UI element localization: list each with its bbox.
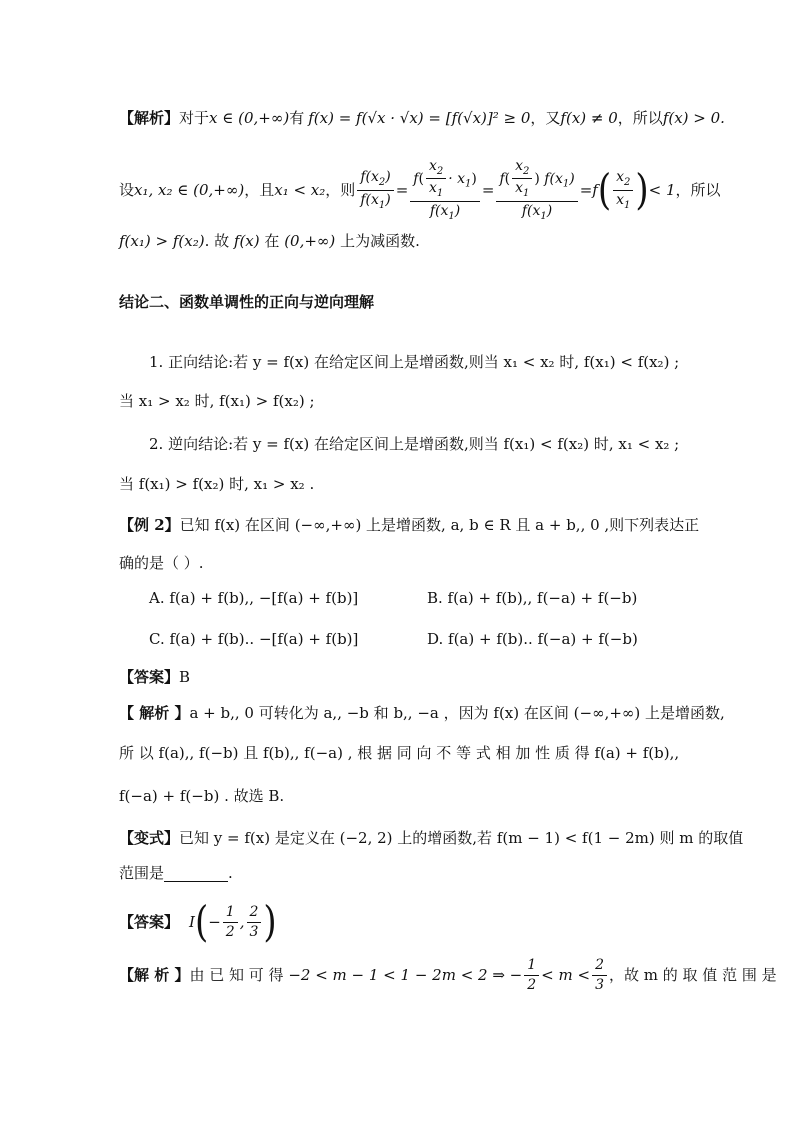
answer-2: 【答案】 I ( − $\frac{1}{2}$ , $\frac{2}{3}$ ) xyxy=(119,897,277,947)
math-fn: f(x) xyxy=(233,232,260,250)
example-2-line-2: 确的是（ ）. xyxy=(119,554,204,572)
text: ，则 xyxy=(325,181,356,199)
conclusion-2-line-2: 当 f(x₁) > f(x₂) 时, x₁ > x₂ . xyxy=(119,475,315,493)
fraction-upper: $\frac{2}{3}$ xyxy=(247,904,262,939)
variant-line-2: 范围是 . xyxy=(119,861,233,885)
answer-blank xyxy=(164,865,228,882)
conclusion-2-line-1: 2. 逆向结论:若 y = f(x) 在给定区间上是增函数,则当 f(x₁) < f(x₂) 时, x₁ < x₂ ; xyxy=(149,435,680,453)
math-interval: (0,+∞) xyxy=(284,232,336,250)
text: . 故 xyxy=(204,232,230,250)
answer-1 xyxy=(119,665,190,689)
solution-tag: 【 解析 】 xyxy=(119,704,190,722)
math-tail: < 1 xyxy=(648,181,676,199)
fraction-lower: $\frac{1}{2}$ xyxy=(223,904,238,939)
text: 上为减函数. xyxy=(340,232,420,250)
math-domain: x₁, x₂ ∈ (0,+∞) xyxy=(134,181,245,199)
math-ineq: x₁ < x₂ xyxy=(274,181,326,199)
text: ，又 xyxy=(530,109,561,127)
section-heading: 结论二、函数单调性的正向与逆向理解 xyxy=(119,293,375,311)
answer-tag: 【答案】 xyxy=(119,913,180,931)
conclusion-1-line-2: 当 x₁ > x₂ 时, f(x₁) > f(x₂) ; xyxy=(119,392,315,410)
analysis-tag: 【解析】 xyxy=(119,109,180,127)
variant-tag: 【变式】 xyxy=(119,829,180,847)
conclusion-1-line-1: 1. 正向结论:若 y = f(x) 在给定区间上是增函数,则当 x₁ < x₂ 时, f(x₁) < f(x₂) ; xyxy=(149,353,680,371)
option-d: D. f(a) + f(b).. f(−a) + f(−b) xyxy=(427,630,638,648)
variant-line-1 xyxy=(119,826,743,850)
solution-1-line-2: 所 以 f(a),, f(−b) 且 f(b),, f(−a) , 根 据 同 向 不 等 式 相 加 性 质 得 f(a) + f(b),, xyxy=(119,744,680,762)
text: 在 xyxy=(264,232,280,250)
text: 有 xyxy=(289,109,305,127)
fraction-substitution: f( $\frac{x_2}{x_1}$ · $x_1$) $f(x_1)$ xyxy=(410,158,480,222)
interval-symbol: I xyxy=(189,913,195,931)
variant-text: 范围是 xyxy=(119,864,165,882)
text: ，所以 xyxy=(617,109,663,127)
solution-text: a + b,, 0 可转化为 a,, −b 和 b,, −a ，因为 f(x) 在区间 (−∞,+∞) 上是增函数, xyxy=(189,704,725,722)
fraction-half: $\frac{1}{2}$ xyxy=(524,957,539,992)
text: 对于 xyxy=(179,109,210,127)
text: ，所以 xyxy=(675,181,721,199)
option-c: C. f(a) + f(b).. −[f(a) + f(b)] xyxy=(149,630,359,648)
option-b: B. f(a) + f(b),, f(−a) + f(−b) xyxy=(427,589,638,607)
solution-tag: 【解 析 】 xyxy=(119,966,190,984)
example-tag: 【例 2】 xyxy=(119,516,180,534)
fraction-product: f( $\frac{x_2}{x_1}$ ) $f(x_1)$ $f(x_1)$ xyxy=(496,158,577,222)
option-a: A. f(a) + f(b),, −[f(a) + f(b)] xyxy=(149,589,359,607)
text: ，且 xyxy=(244,181,275,199)
fraction-ratio: $\frac{f(x_2)}{f(x_1)}$ xyxy=(357,169,393,211)
fraction-two-thirds: $\frac{2}{3}$ xyxy=(592,957,607,992)
text: 设 xyxy=(119,181,135,199)
analysis-line-1 xyxy=(119,106,725,130)
math-equation: f(x) = f(√x · √x) = [f(√x)]² ≥ 0 xyxy=(308,109,531,127)
variant-text: 已知 y = f(x) 是定义在 (−2, 2) 上的增函数,若 f(m − 1) < f(1 − 2m) 则 m 的取值 xyxy=(179,829,744,847)
math-neq: f(x) ≠ 0 xyxy=(560,109,618,127)
answer-value: B xyxy=(179,668,191,686)
solution-1-line-3: f(−a) + f(−b) . 故选 B. xyxy=(119,787,285,805)
analysis-line-3 xyxy=(119,229,420,253)
example-text: 已知 f(x) 在区间 (−∞,+∞) 上是增函数, a, b ∈ R 且 a + b,, 0 ,则下列表达正 xyxy=(179,516,700,534)
math-ineq: f(x₁) > f(x₂) xyxy=(119,232,205,250)
solution-text: 由 已 知 可 得 xyxy=(189,966,284,984)
solution-text: ，故 m 的 取 值 范 围 是 xyxy=(609,966,777,984)
math-result: f(x) > 0. xyxy=(662,109,725,127)
math-chain: −2 < m − 1 < 1 − 2m < 2 ⇒ − xyxy=(288,966,523,984)
solution-2-line-1 xyxy=(119,953,777,997)
math-domain: x ∈ (0,+∞) xyxy=(209,109,290,127)
solution-1-line-1 xyxy=(119,701,725,725)
fraction-x2-over-x1: $\frac{x_2}{x_1}$ xyxy=(613,169,633,211)
example-2-line-1 xyxy=(119,513,699,537)
answer-tag: 【答案】 xyxy=(119,668,180,686)
math-mid: < m < xyxy=(541,966,591,984)
analysis-line-2: 设 x₁, x₂ ∈ (0,+∞) ，且 x₁ < x₂ ，则 $\frac{f(x_2)}{f(x_1)}$ = f( $\frac{x_2}{x_1}$ · $x_1$) $f(x_1)$ = f( $\frac{x_2}{x_1}$ ) $f(x_1)$ $f(x_1)$ = f ( $\frac{x_2}{x_1}$ ) < 1 ，所以 xyxy=(119,158,721,222)
